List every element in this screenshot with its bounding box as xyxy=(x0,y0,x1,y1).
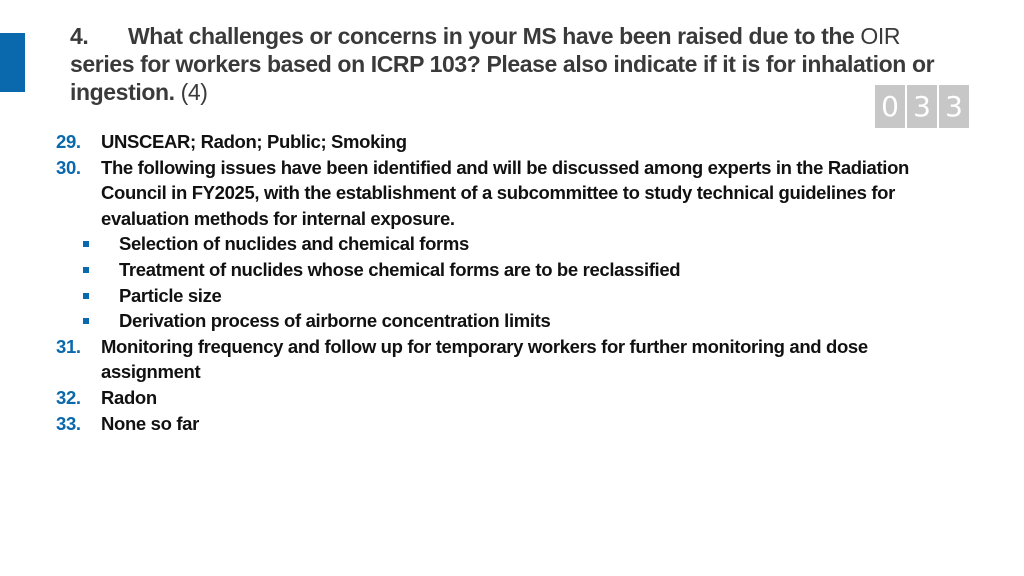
page-counter-digit: 0 xyxy=(875,85,905,128)
title-text-count: (4) xyxy=(180,79,208,105)
sub-bullet-text: Treatment of nuclides whose chemical forms are to be reclassified xyxy=(119,258,681,280)
slide-title xyxy=(70,22,960,106)
item-number: 31. xyxy=(56,335,81,357)
item-text: Radon xyxy=(101,386,157,408)
sub-bullet-item xyxy=(56,283,956,309)
bullet-square-icon xyxy=(83,318,89,324)
item-number: 33. xyxy=(56,412,81,434)
title-text-bold-2: series for workers based on ICRP 103? Please also indicate if it is for inhalation or ingestion. xyxy=(70,51,935,105)
accent-bar xyxy=(0,33,25,92)
item-text: UNSCEAR; Radon; Public; Smoking xyxy=(101,131,407,152)
sub-bullet-item xyxy=(56,257,956,283)
bullet-square-icon xyxy=(83,241,89,247)
page-counter xyxy=(875,85,969,128)
sub-bullet-item xyxy=(56,231,956,257)
item-number: 29. xyxy=(56,131,81,152)
bullet-square-icon xyxy=(83,293,89,299)
sub-bullet-text: Selection of nuclides and chemical forms xyxy=(119,233,469,255)
response-list xyxy=(56,129,956,436)
sub-bullet-text: Particle size xyxy=(119,284,222,306)
item-number: 30. xyxy=(56,156,81,178)
title-text-bold: What challenges or concerns in your MS have been raised due to the xyxy=(128,23,855,49)
list-item xyxy=(56,129,956,155)
page-counter-digit: 3 xyxy=(939,85,969,128)
item-text: None so far xyxy=(101,412,199,434)
bullet-square-icon xyxy=(83,267,89,273)
sub-bullet-text: Derivation process of airborne concentration limits xyxy=(119,310,551,332)
question-number: 4. xyxy=(70,23,89,49)
item-text: The following issues have been identified and will be discussed among experts in the Radiation Council in FY2025, with the establishment of a subcommittee to study technical guidelines for evaluation methods for internal exposure. xyxy=(101,156,909,229)
title-text-light: OIR xyxy=(860,23,901,49)
sub-bullet-item xyxy=(56,308,956,334)
list-item xyxy=(56,334,956,385)
page-counter-digit: 3 xyxy=(907,85,937,128)
item-text: Monitoring frequency and follow up for temporary workers for further monitoring and dose assignment xyxy=(101,335,868,383)
item-number: 32. xyxy=(56,386,81,408)
list-item xyxy=(56,385,956,411)
list-item xyxy=(56,155,956,232)
list-item xyxy=(56,411,956,437)
